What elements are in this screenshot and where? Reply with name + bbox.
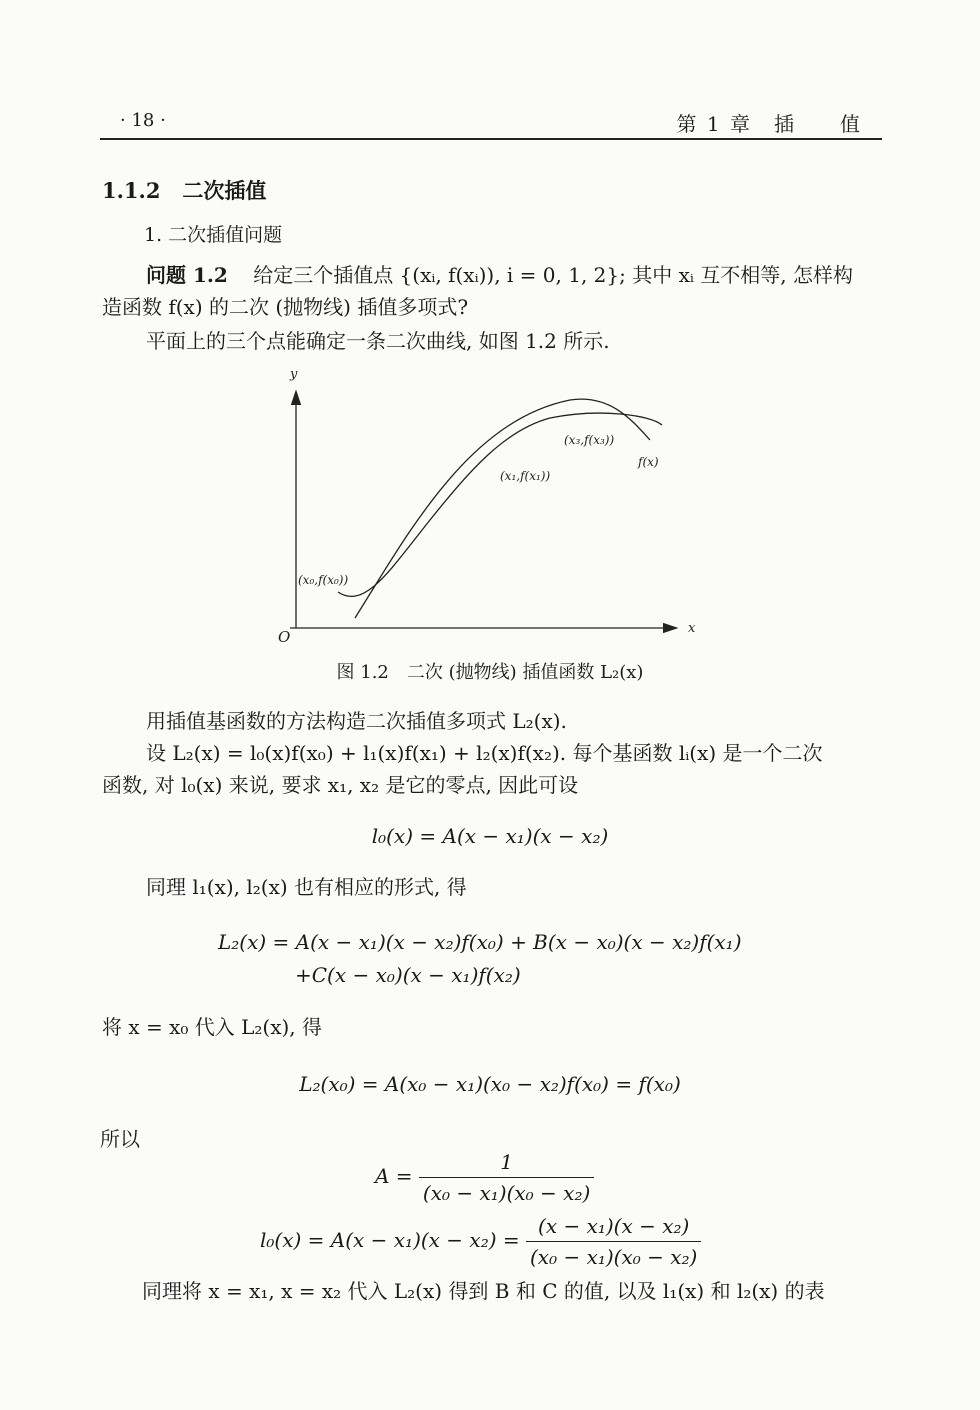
equation-A-denominator: (x₀ − x₁)(x₀ − x₂) bbox=[422, 1181, 591, 1205]
paragraph-4: 将 x = x₀ 代入 L₂(x), 得 bbox=[102, 1015, 323, 1039]
paragraph-1: 用插值基函数的方法构造二次插值多项式 L₂(x). bbox=[146, 709, 567, 733]
label-curve-f: f(x) bbox=[638, 455, 659, 469]
equation-L2-x0: L₂(x₀) = A(x₀ − x₁)(x₀ − x₂)f(x₀) = f(x₀) bbox=[299, 1072, 681, 1096]
chapter-header: 第 1 章 插 值 bbox=[676, 112, 862, 136]
equation-l0-denominator: (x₀ − x₁)(x₀ − x₂) bbox=[530, 1245, 698, 1269]
label-point-3: (x₃,f(x₃)) bbox=[564, 433, 615, 447]
equation-L2-line-1: L₂(x) = A(x − x₁)(x − x₂)f(x₀) + B(x − x₀)(x − x₂)f(x₁) bbox=[218, 930, 742, 954]
equation-A-numerator: 1 bbox=[419, 1150, 594, 1178]
subsection-heading: 1. 二次插值问题 bbox=[144, 224, 283, 246]
problem-text-1: 给定三个插值点 {(xᵢ, f(xᵢ)), i = 0, 1, 2}; 其中 xᵢ 互不相等, 怎样构 bbox=[253, 263, 853, 287]
paragraph-3: 同理 l₁(x), l₂(x) 也有相应的形式, 得 bbox=[146, 875, 467, 899]
problem-line-1 bbox=[146, 260, 853, 290]
equation-l0-numerator: (x − x₁)(x − x₂) bbox=[526, 1214, 701, 1242]
y-axis-label: y bbox=[290, 367, 298, 382]
label-point-1: (x₁,f(x₁)) bbox=[500, 469, 551, 483]
label-point-0: (x₀,f(x₀)) bbox=[298, 573, 349, 587]
x-axis-label: x bbox=[688, 621, 696, 636]
section-heading bbox=[102, 175, 266, 205]
equation-l0-expanded bbox=[260, 1214, 701, 1269]
paragraph-6: 同理将 x = x₁, x = x₂ 代入 L₂(x) 得到 B 和 C 的值, 以及 l₁(x) 和 l₂(x) 的表 bbox=[142, 1279, 825, 1303]
section-title: 二次插值 bbox=[182, 178, 267, 203]
equation-l0: l₀(x) = A(x − x₁)(x − x₂) bbox=[371, 824, 609, 848]
section-number: 1.1.2 bbox=[102, 178, 161, 203]
problem-label: 问题 1.2 bbox=[146, 263, 228, 287]
equation-A-fraction bbox=[419, 1150, 594, 1205]
figure-1-2 bbox=[270, 360, 710, 650]
paragraph-plane: 平面上的三个点能确定一条二次曲线, 如图 1.2 所示. bbox=[146, 329, 610, 353]
equation-l0-fraction bbox=[526, 1214, 701, 1269]
equation-A-lhs: A = bbox=[375, 1164, 413, 1188]
paragraph-2-line-2: 函数, 对 l₀(x) 来说, 要求 x₁, x₂ 是它的零点, 因此可设 bbox=[102, 773, 579, 797]
equation-l0-lhs: l₀(x) = A(x − x₁)(x − x₂) = bbox=[260, 1228, 520, 1252]
paragraph-5: 所以 bbox=[100, 1127, 140, 1151]
header-rule bbox=[100, 138, 882, 140]
problem-line-2: 造函数 f(x) 的二次 (抛物线) 插值多项式? bbox=[102, 295, 469, 319]
figure-caption: 图 1.2 二次 (抛物线) 插值函数 L₂(x) bbox=[336, 662, 644, 683]
curve-parabola bbox=[355, 399, 650, 618]
origin-label: O bbox=[278, 628, 291, 646]
paragraph-2-line-1: 设 L₂(x) = l₀(x)f(x₀) + l₁(x)f(x₁) + l₂(x)f(x₂). 每个基函数 lᵢ(x) 是一个二次 bbox=[146, 741, 823, 765]
equation-A bbox=[375, 1150, 594, 1205]
equation-L2-line-2: +C(x − x₀)(x − x₁)f(x₂) bbox=[295, 963, 521, 987]
page-number: · 18 · bbox=[120, 110, 166, 131]
